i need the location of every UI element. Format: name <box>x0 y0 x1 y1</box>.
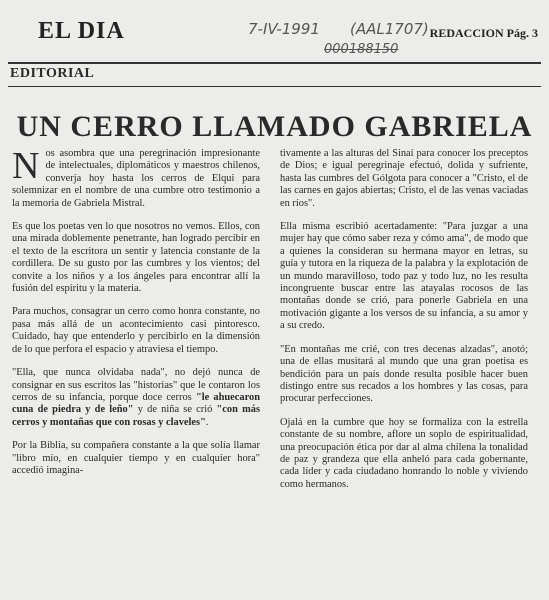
drop-cap: N <box>12 145 40 187</box>
paragraph: Nos asombra que una peregrinación impresionante de intelectuales, diplomáticos y maestros chilenos, converja hoy hasta los cerros de Elqui para solemnizar en el nombre de una cumbre otro testimonio a la memoria de Gabriela Mistral. <box>12 145 260 209</box>
masthead <box>38 18 538 57</box>
section-page-label: REDACCION Pág. 3 <box>429 26 538 40</box>
paragraph: Por la Biblia, su compañera constante a la que solía llamar "libro mío, en cualquier tiempo y en cualquier hora" accedió imagina- <box>12 440 260 476</box>
handwritten-date: 7-IV-1991 <box>248 20 320 38</box>
top-rule <box>8 62 541 64</box>
left-column <box>12 145 261 488</box>
paragraph: Es que los poetas ven lo que nosotros no vemos. Ellos, con una mirada doblemente penetrante, han logrado percibir en el texto de la escritora un sentir y latencia constante de la cordillera. De su gusto por las cumbres y los vientos; del convite a los niños y a los ángeles para encontrar allí la fusión del espíritu y la materia. <box>12 221 260 295</box>
paragraph: "Ella, que nunca olvidaba nada", no dejó nunca de consignar en sus escritos las "historias" que le contaron los cerros de su infancia, porque doce cerros "le ahuecaron cuna de piedra y de leño" y de niña se crió "con más cerros y montañas que con rosas y claveles". <box>12 367 261 428</box>
section-label: EDITORIAL <box>10 66 95 81</box>
newspaper-name: EL DIA <box>38 18 125 44</box>
handwritten-catalog-number: 000188150 <box>324 42 399 57</box>
bottom-rule <box>8 86 541 87</box>
paragraph: tivamente a las alturas del Sinaí para conocer los preceptos de Dios; e igual peregrinaje efectuó, dolida y sufriente, hasta las cumbres del Gólgota para conocer a "Cristo, el de las carnes en gajos abiertas; Cristo, el de las venas vaciadas en ríos". <box>280 148 528 209</box>
handwritten-code: (AAL1707) <box>350 20 429 38</box>
paragraph: Ojalá en la cumbre que hoy se formaliza con la estrella constante de su nombre, aflore un soplo de espiritualidad, una preocupación ética por dar al alma chilena la tonalidad de paz y grandeza que ella anheló para cada gobernante, cada líder y cada ciudadano honrando lo noble y viviendo como hermanos. <box>280 416 528 490</box>
headline: UN CERRO LLAMADO GABRIELA <box>16 110 533 143</box>
paragraph: Para muchos, consagrar un cerro como honra constante, no pasa más allá de un acontecimiento casi pintoresco. Cuidado, hay que entenderlo y percibirlo en la dimensión de lo que perfora el espacio y atraviesa el tiempo. <box>12 306 260 355</box>
right-column <box>280 148 528 502</box>
paragraph: "En montañas me crié, con tres decenas alzadas", anotó; una de ellas musitará al mundo que una gran poetisa es bendición para un país donde resulta posible hacer buen distingo entre sus recados a los hombres y las cosas, para procurar perfecciones. <box>280 343 528 405</box>
paragraph: Ella misma escribió acertadamente: "Para juzgar a una mujer hay que cómo saber reza y cómo ama", de modo que a quienes la consideran su hermana mayor en letras, su guía y tutora en la riqueza de la palabra y la explotación de un mundo maravilloso, todo paz y todo luz, no les resulta incongruente buscar entre las atayalas rocosos de las montañas donde se crió, para ponerle Gabriela en una motivación gigante a los versos de su infancia, a su amor y a su credo. <box>280 221 528 332</box>
